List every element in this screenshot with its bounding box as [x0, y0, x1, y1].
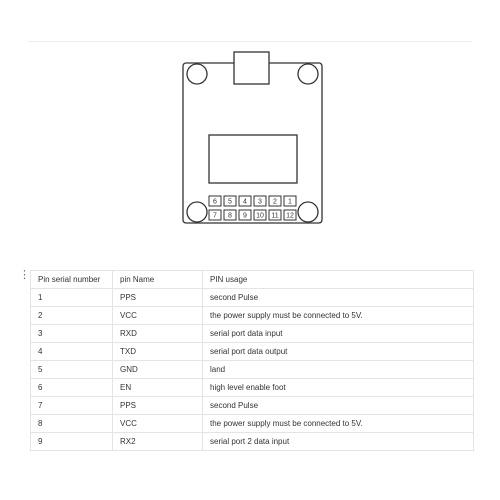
table-cell: 4: [31, 343, 113, 361]
table-cell: 9: [31, 433, 113, 451]
table-cell: PPS: [113, 397, 203, 415]
table-cell: PPS: [113, 289, 203, 307]
pin-number-label: 5: [228, 198, 232, 206]
board-outline: [180, 50, 326, 230]
column-header: pin Name: [113, 271, 203, 289]
pin-number-label: 7: [213, 212, 217, 220]
drag-handle-icon[interactable]: ⋮: [19, 269, 30, 281]
table-header-row: [31, 271, 474, 289]
pin-number-label: 1: [288, 198, 292, 206]
table-cell: the power supply must be connected to 5V.: [203, 415, 474, 433]
table-cell: the power supply must be connected to 5V.: [203, 307, 474, 325]
pin-number-label: 10: [256, 212, 264, 220]
table-row: [31, 379, 474, 397]
antenna-connector: [234, 52, 269, 84]
pin-number-label: 9: [243, 212, 247, 220]
table-row: [31, 397, 474, 415]
table-row: [31, 361, 474, 379]
column-header: PIN usage: [203, 271, 474, 289]
module-pinout-diagram: [180, 50, 326, 230]
pin-number-label: 12: [286, 212, 294, 220]
column-header: Pin serial number: [31, 271, 113, 289]
table-row: [31, 415, 474, 433]
table-cell: serial port 2 data input: [203, 433, 474, 451]
table-row: [31, 289, 474, 307]
table-cell: high level enable foot: [203, 379, 474, 397]
table-cell: 1: [31, 289, 113, 307]
table-row: [31, 325, 474, 343]
table-cell: second Pulse: [203, 289, 474, 307]
display-window: [209, 135, 297, 183]
table-cell: 5: [31, 361, 113, 379]
table-cell: second Pulse: [203, 397, 474, 415]
table-cell: 7: [31, 397, 113, 415]
pin-number-label: 8: [228, 212, 232, 220]
table-cell: 8: [31, 415, 113, 433]
table-row: [31, 307, 474, 325]
table-cell: GND: [113, 361, 203, 379]
table-cell: 2: [31, 307, 113, 325]
table-cell: VCC: [113, 415, 203, 433]
mounting-hole-bottom-right: [298, 202, 318, 222]
mounting-hole-bottom-left: [187, 202, 207, 222]
table-cell: land: [203, 361, 474, 379]
table-cell: EN: [113, 379, 203, 397]
pin-number-label: 3: [258, 198, 262, 206]
table-row: [31, 433, 474, 451]
mounting-hole-top-right: [298, 64, 318, 84]
pin-number-label: 11: [271, 212, 279, 220]
pin-number-label: 4: [243, 198, 247, 206]
table-cell: 6: [31, 379, 113, 397]
table-cell: serial port data input: [203, 325, 474, 343]
table-cell: serial port data output: [203, 343, 474, 361]
top-divider: [28, 41, 472, 42]
table-cell: 3: [31, 325, 113, 343]
pin-table: [30, 270, 474, 451]
pin-number-label: 6: [213, 198, 217, 206]
table-cell: RX2: [113, 433, 203, 451]
mounting-hole-top-left: [187, 64, 207, 84]
pin-number-label: 2: [273, 198, 277, 206]
table-row: [31, 343, 474, 361]
table-cell: VCC: [113, 307, 203, 325]
table-cell: TXD: [113, 343, 203, 361]
table-cell: RXD: [113, 325, 203, 343]
